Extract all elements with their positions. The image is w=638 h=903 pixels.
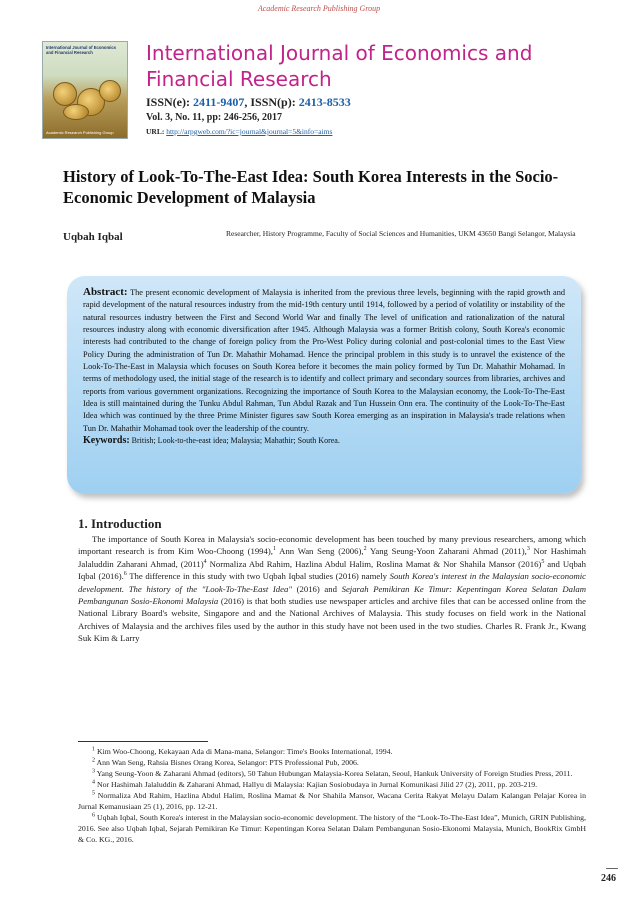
coin-graphic (53, 82, 77, 106)
journal-url-link[interactable]: http://arpgweb.com/?ic=journal&journal=5&info=aims (166, 127, 333, 136)
body-text: Yang Seung-Yoon Zaharani Ahmad (2011), (366, 546, 527, 557)
footnote-number: 3 (92, 768, 95, 775)
url-line (146, 127, 332, 136)
body-text: The importance of South Korea in Malaysia's socio-economic development has been touched by many previous researchers, among which important research is from Kim Woo-Choong (1994), (78, 534, 586, 557)
body-text: Normaliza Abd Rahim, Hazlina Abdul Halim, Roslina Mamat & Nor Shahila Mansor (2016) (206, 558, 542, 569)
footnote-item (78, 812, 586, 845)
footnote-text: Uqbah Iqbal, South Korea's interest in the Malaysian socio-economic development. The history of the “Look-To-The-East Idea”, Munich, GRIN Publishing, 2016. See also Uqbah Iqbal, Sejarah Pemikiran Ke Timur: Kepentingan Korea Selatan Dalam Pembangunan Sosio-Ekonomi Malaysia, Munich, BookRix GmbH & Co. KG., 2016. (78, 813, 586, 844)
footnote-text: Nor Hashimah Jalaluddin & Zaharani Ahmad, Hallyu di Malaysia: Kajian Sosiobudaya in Jurnal Komunikasi Jilid 27 (2), 2011, pp. 203-219. (95, 780, 538, 789)
coin-graphic (63, 104, 89, 120)
keywords-text: British; Look-to-the-east idea; Malaysia; Mahathir; South Korea. (129, 436, 340, 446)
cover-title: International Journal of Economics and Financial Research (46, 45, 117, 55)
abstract-label: Abstract: (83, 286, 128, 298)
issn-line (146, 95, 351, 110)
author-name: Uqbah Iqbal (63, 231, 123, 243)
footnote-number: 1 (92, 746, 95, 753)
journal-cover-image (42, 41, 128, 139)
keywords-label: Keywords: (83, 435, 130, 447)
footnote-text: Kim Woo-Choong, Kekayaan Ada di Mana-mana, Selangor: Time's Books International, 1994. (95, 747, 393, 756)
footnote-number: 2 (92, 757, 95, 764)
footnote-text: Yang Seung-Yoon & Zaharani Ahmad (editors), 50 Tahun Hubungan Malaysia-Korea Selatan, Seoul, Hankuk University of Foreign Studies Press, 2011. (95, 769, 573, 778)
body-text: Nor Hashimah Jalaluddin Zaharani Ahmad, (2011) (78, 546, 586, 569)
footnote-number: 5 (92, 790, 95, 797)
body-text: Ann Wan Seng (2006), (275, 546, 364, 557)
issn-e-label: ISSN(e): (146, 95, 190, 109)
url-label: URL: (146, 127, 165, 136)
footnote-item (78, 779, 586, 790)
footnote-item (78, 757, 586, 768)
footnote-item (78, 790, 586, 812)
footnote-ref[interactable]: 1 (272, 546, 276, 553)
volume-info: Vol. 3, No. 11, pp: 246-256, 2017 (146, 112, 283, 123)
page-number: 246 (601, 873, 616, 884)
paper-title: History of Look-To-The-East Idea: South Korea Interests in the Socio-Economic Development of Malaysia (63, 167, 559, 207)
footnote-item (78, 746, 586, 757)
footnote-ref[interactable]: 6 (123, 571, 127, 578)
introduction-paragraph (78, 533, 586, 645)
section-heading: 1. Introduction (78, 516, 162, 531)
body-text: (2016) is that both studies use newspaper articles and archive files that can be accessed online from the National Library Board's website, Singapore and and the National Archives of Malaysia. This study focuses on field work in the National Archives of Malaysia and the archives files used by the author in this study have not been used in the two studies. Charles R. Frank Jr., Kwang Suk Kim & Larry (78, 596, 586, 644)
footnote-divider (78, 741, 208, 742)
footnote-item (78, 768, 586, 779)
issn-p-label: , ISSN(p): (244, 95, 296, 109)
footnotes (78, 746, 586, 845)
footnote-number: 4 (92, 779, 95, 786)
issn-e-value: 2411-9407 (193, 95, 245, 109)
issn-p-value: 2413-8533 (298, 95, 351, 109)
coin-graphic (99, 80, 121, 102)
footnote-number: 6 (92, 812, 95, 819)
journal-title: International Journal of Economics and Financial Research (146, 41, 533, 91)
body-italic: Sejarah Pemikiran Ke Timur: Kepentingan Korea Selatan Dalam Pembangunan Sosio-Ekonomi Malaysia (78, 583, 586, 607)
body-text: (2016) and (292, 583, 342, 594)
body-text: and Uqbah Iqbal (2016). (78, 558, 586, 582)
footnote-text: Ann Wan Seng, Rahsia Bisnes Orang Korea, Selangor: PTS Professional Pub, 2006. (95, 758, 359, 767)
body-text: The difference in this study with two Uqbah Iqbal studies (2016) namely (126, 571, 390, 582)
footnote-ref[interactable]: 3 (526, 546, 530, 553)
abstract-box (67, 276, 581, 494)
page-number-rule (606, 868, 618, 869)
author-affiliation: Researcher, History Programme, Faculty of Social Sciences and Humanities, UKM 43650 Bangi Selangor, Malaysia (226, 229, 576, 238)
footnote-ref[interactable]: 5 (541, 558, 545, 565)
body-italic: South Korea's interest in the Malaysian socio-economic development. The history of the "Look-To-The-East Idea" (78, 571, 586, 594)
cover-footer: Academic Research Publishing Group (46, 130, 114, 135)
footnote-ref[interactable]: 2 (363, 546, 367, 553)
footnote-text: Normaliza Abd Rahim, Hazlina Abdul Halim, Roslina Mamat & Nor Shahila Mansor, Wacana Cerita Rakyat Melayu Dalam Kalangan Pelajar Korea in Jurnal Kemanusiaan 25 (1), 2016, pp. 12-21. (78, 791, 586, 811)
publisher-header: Academic Research Publishing Group (257, 4, 381, 13)
abstract-text: The present economic development of Malaysia is inherited from the previous three levels, beginning with the rapid growth and rapid development of the natural resources industry from the mid-19th century until 1914, followed by a period of volatility or instability of the natural resources industry between the First and Second World War and finally The level of unification and rationalization of the natural resources industry along with economic diversification after 1945. Although Malaysia was a former British colony, South Korea's economic interests had contributed to the change of foreign policy from the Pro-West Policy during colonial and post-colonial times to the East View Policy During the administration of Tun Dr. Mahathir Mohamad. Hence the principal problem in this study is to unravel the existence of the Look-To-The-East in Malaysia which focuses on South Korea before it becomes the main policy formed by Tun Dr. Mahathir Mohamad. In terms of methodology used, the initial stage of the research is to identify and collect primary and secondary sources from libraries, archives and reports from various government organizations. Recognizing the importance of South Korea to the Malaysian economy, the Look-To-The-East Idea is still maintained during the Tunku Abdul Rahman, Tun Abdul Razak and Tun Hussein Onn era. The continuity of the Look-To-The-East Idea which was continued by the three Prime Minister figures saw South Korea emerging as an inspiration in Malaysia's trade relations when Tun Dr. Mahathir Mohamad took over the leadership of the country. (83, 288, 565, 433)
footnote-ref[interactable]: 4 (203, 558, 207, 565)
